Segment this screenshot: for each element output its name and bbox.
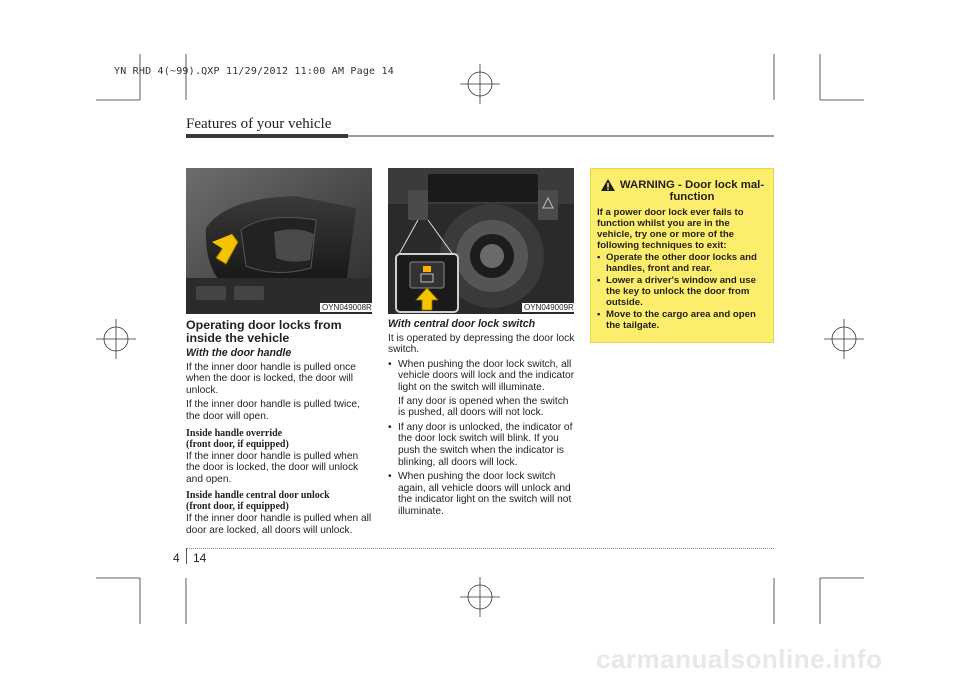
door-handle-photo xyxy=(186,168,372,314)
image-code-left: OYN049008R xyxy=(322,303,372,312)
section-heading: Operating door locks from inside the vehicle xyxy=(186,318,342,345)
subheading-override-line2: (front door, if equipped) xyxy=(186,438,289,450)
subheading-central-line1: Inside handle central door unlock xyxy=(186,490,330,502)
page-header-title: Features of your vehicle xyxy=(186,116,332,132)
warning-icon xyxy=(600,178,616,192)
subheading-central-switch: With central door lock switch xyxy=(388,318,536,330)
paragraph: If the inner door handle is pulled when all door are locked, all doors will unlock. xyxy=(186,513,372,536)
warning-box xyxy=(590,168,774,343)
footer-rule xyxy=(186,548,774,549)
header-rule-accent xyxy=(186,134,348,138)
warning-item: • Lower a driver's window and use the key to unlock the door from outside. xyxy=(597,275,767,308)
warning-title-line1: WARNING - Door lock mal- xyxy=(619,179,765,191)
list-item-subtext: If any door is opened when the switch is pushed, all doors will not lock. xyxy=(398,395,569,419)
warning-title-line2: function xyxy=(669,191,715,203)
bullet-list xyxy=(388,359,576,518)
page-number: 14 xyxy=(193,551,207,565)
paragraph: If the inner door handle is pulled twice, the door will open. xyxy=(186,399,360,422)
warning-list xyxy=(597,252,767,331)
list-item xyxy=(388,359,576,419)
print-slug: YN RHD 4(~99).QXP 11/29/2012 11:00 AM Page 14 xyxy=(114,66,394,77)
watermark: carmanualsonline.info xyxy=(596,644,883,674)
list-item xyxy=(388,471,576,517)
column-door-handle xyxy=(186,319,374,540)
subheading-central-line2: (front door, if equipped) xyxy=(186,501,289,513)
list-item xyxy=(388,422,576,468)
subheading-override-line1: Inside handle override xyxy=(186,427,283,439)
list-item-text: When pushing the door lock switch again, all vehicle doors will unlock and the indicator light on the switch will not illuminate. xyxy=(398,471,572,517)
paragraph: If the inner door handle is pulled when the door is locked, the door will unlock and open. xyxy=(186,450,359,485)
warning-intro: If a power door lock ever fails to function whilst you are in the vehicle, try one or more of the following techniques to exit: xyxy=(597,207,744,251)
subheading-central-unlock xyxy=(186,490,374,512)
footer-divider xyxy=(186,548,187,564)
warning-item: • Operate the other door locks and handles, front and rear. xyxy=(597,252,767,274)
chapter-number: 4 xyxy=(173,551,180,565)
image-code-middle: OYN049009R xyxy=(524,303,574,312)
warning-title-text xyxy=(620,179,764,203)
warning-item: • Move to the cargo area and open the tailgate. xyxy=(597,309,767,331)
list-item-text: When pushing the door lock switch, all vehicle doors will lock and the indicator light on the switch will illuminate. xyxy=(398,358,575,393)
paragraph: It is operated by depressing the door lock switch. xyxy=(388,332,575,356)
door-lock-switch-photo xyxy=(388,168,574,314)
warning-title xyxy=(597,179,767,203)
list-item-text: If any door is unlocked, the indicator of the door lock switch will blink. If you push the switch when the indicator is blinking, all doors will lock. xyxy=(398,421,573,468)
subheading-override xyxy=(186,428,374,450)
column-central-lock xyxy=(388,319,576,521)
paragraph: If the inner door handle is pulled once when the door is locked, the door will unlock. xyxy=(186,361,356,396)
warning-body xyxy=(597,207,767,331)
subheading-door-handle: With the door handle xyxy=(186,347,292,359)
